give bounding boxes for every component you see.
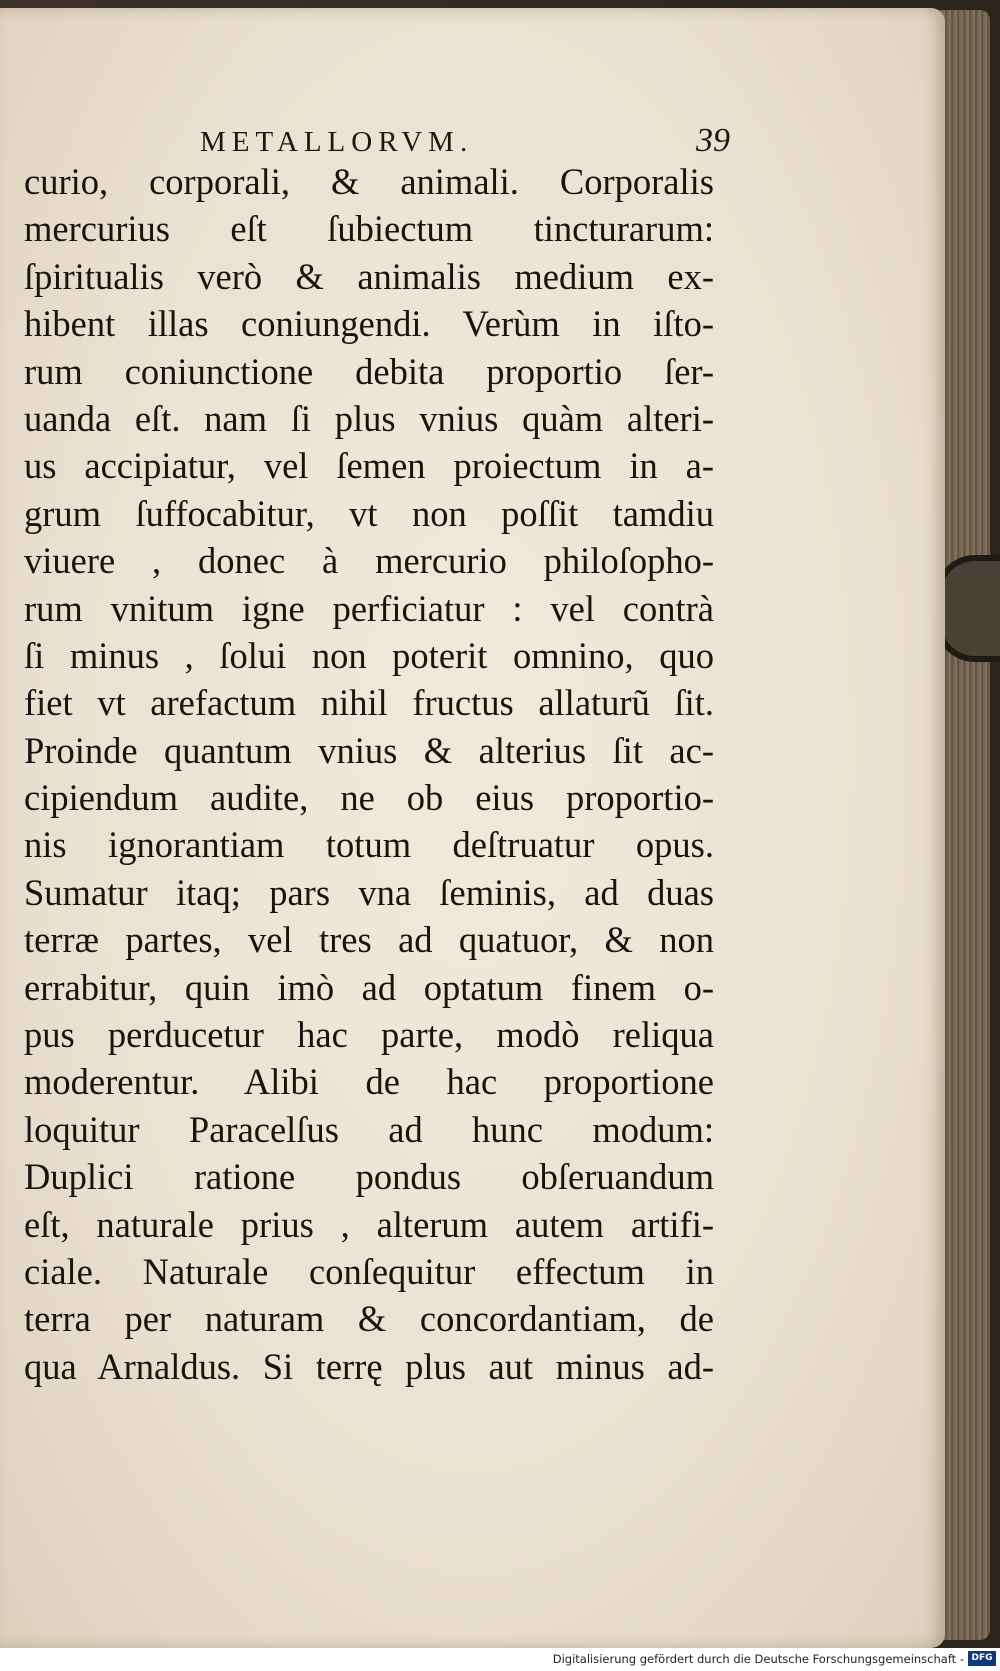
text-line: nis ignorantiam totum deſtruatur opus. xyxy=(24,824,714,866)
text-line: Sumatur itaq; pars vna ſeminis, ad duas xyxy=(24,871,714,913)
text-line: Proinde quantum vnius & alterius ſit ac- xyxy=(24,729,714,771)
text-line: hibent illas coniungendi. Verùm in iſto- xyxy=(24,303,714,345)
text-line: eſt, naturale prius , alterum autem artifi- xyxy=(24,1203,714,1245)
text-line: uanda eſt. nam ſi plus vnius quàm alteri- xyxy=(24,397,714,439)
text-line: terra per naturam & concordantiam, de xyxy=(24,1298,714,1340)
dfg-logo: DFG xyxy=(968,1651,996,1666)
body-text xyxy=(24,158,714,1390)
text-line: us accipiatur, vel ſemen proiectum in a- xyxy=(24,445,714,487)
text-line: rum coniunctione debita proportio ſer- xyxy=(24,350,714,392)
text-line: terræ partes, vel tres ad quatuor, & non xyxy=(24,919,714,961)
text-line: ciale. Naturale conſequitur effectum in xyxy=(24,1250,714,1292)
text-line: fiet vt arefactum nihil fructus allaturũ ſit. xyxy=(24,682,714,724)
book-page xyxy=(0,8,945,1648)
text-line: qua Arnaldus. Si terrę plus aut minus ad- xyxy=(24,1345,714,1387)
text-line: cipiendum audite, ne ob eius proportio- xyxy=(24,777,714,819)
text-line: rum vnitum igne perficiatur : vel contrà xyxy=(24,587,714,629)
text-line: errabitur, quin imò ad optatum finem o- xyxy=(24,966,714,1008)
text-line: viuere , donec à mercurio philoſopho- xyxy=(24,540,714,582)
text-line: curio, corporali, & animali. Corporalis xyxy=(24,161,714,202)
text-line: ſi minus , ſolui non poterit omnino, quo xyxy=(24,634,714,676)
text-line: grum ſuffocabitur, vt non poſſit tamdiu xyxy=(24,492,714,534)
text-line: Duplici ratione pondus obſeruandum xyxy=(24,1156,714,1198)
digitization-credit: Digitalisierung gefördert durch die Deutsche Forschungsgemeinschaft - xyxy=(552,1652,964,1666)
text-line: moderentur. Alibi de hac proportione xyxy=(24,1061,714,1103)
text-line: loquitur Paracelſus ad hunc modum: xyxy=(24,1108,714,1150)
page-number: 39 xyxy=(696,122,730,159)
running-head: METALLORVM. xyxy=(200,126,474,158)
text-line: ſpiritualis verò & animalis medium ex- xyxy=(24,255,714,297)
text-line: pus perducetur hac parte, modò reliqua xyxy=(24,1014,714,1056)
text-line: mercurius eſt ſubiectum tincturarum: xyxy=(24,208,714,250)
